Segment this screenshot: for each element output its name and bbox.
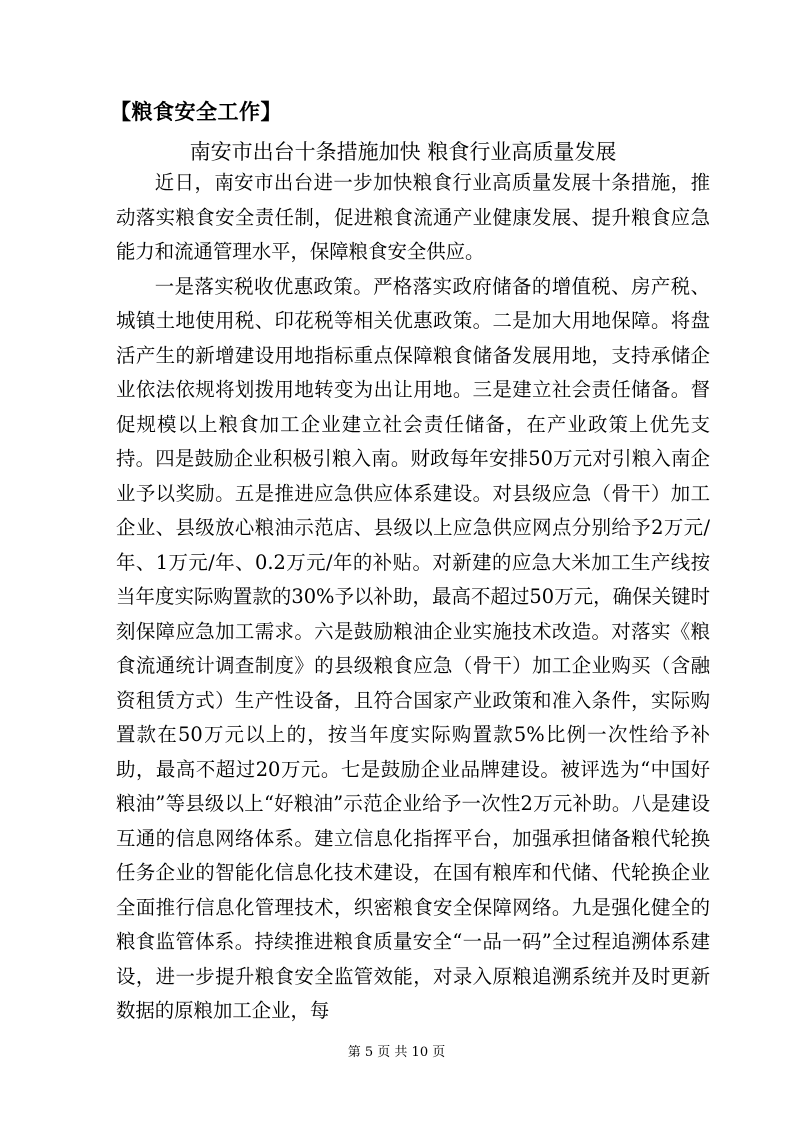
paragraph-measures: 一是落实税收优惠政策。严格落实政府储备的增值税、房产税、城镇土地使用税、印花税等相关优惠政策。二是加大用地保障。将盘活产生的新增建设用地指标重点保障粮食储备发展用地，支持承储企业依法依规将划拨用地转变为出让用地。三是建立社会责任储备。督促规模以上粮食加工企业建立社会责任储备，在产业政策上优先支持。四是鼓励企业积极引粮入南。财政每年安排50万元对引粮入南企业予以奖励。五是推进应急供应体系建设。对县级应急（骨干）加工企业、县级放心粮油示范店、县级以上应急供应网点分别给予2万元/年、1万元/年、0.2万元/年的补贴。对新建的应急大米加工生产线按当年度实际购置款的30%予以补助，最高不超过50万元，确保关键时刻保障应急加工需求。六是鼓励粮油企业实施技术改造。对落实《粮食流通统计调查制度》的县级粮食应急（骨干）加工企业购买（含融资租赁方式）生产性设备，且符合国家产业政策和准入条件，实际购置款在50万元以上的，按当年度实际购置款5%比例一次性给予补助，最高不超过20万元。七是鼓励企业品牌建设。被评选为“中国好粮油”等县级以上“好粮油”示范企业给予一次性2万元补助。八是建设互通的信息网络体系。建立信息化指挥平台，加强承担储备粮代轮换任务企业的智能化信息化技术建设，在国有粮库和代储、代轮换企业全面推行信息化管理技术，织密粮食安全保障网络。九是强化健全的粮食监管体系。持续推进粮食质量安全“一品一码”全过程追溯体系建设，进一步提升粮食安全监管效能，对录入原粮追溯系统并及时更新数据的原粮加工企业，每 xyxy=(116,274,710,1022)
section-tag: 【粮食安全工作】 xyxy=(110,100,282,124)
article-headline: 南安市出台十条措施加快 粮食行业高质量发展 xyxy=(189,140,617,164)
article-body xyxy=(116,166,710,1029)
page-number-footer: 第 5 页 共 10 页 xyxy=(347,1045,446,1060)
paragraph-intro: 近日，南安市出台进一步加快粮食行业高质量发展十条措施，推动落实粮食安全责任制，促进粮食流通产业健康发展、提升粮食应急能力和流通管理水平，保障粮食安全供应。 xyxy=(116,171,710,263)
